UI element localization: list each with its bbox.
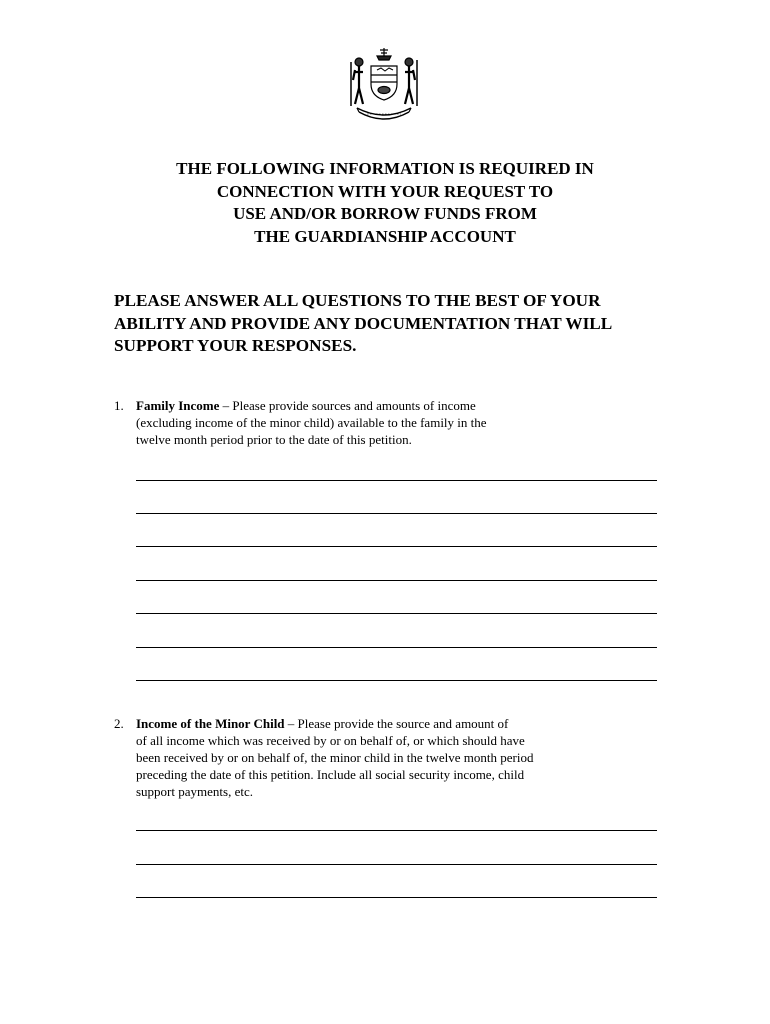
answer-line-family-income-4[interactable] xyxy=(136,580,657,581)
instructions xyxy=(114,290,674,358)
answer-line-family-income-5[interactable] xyxy=(136,613,657,614)
question-text-line: – Please provide sources and amounts of income xyxy=(219,398,476,413)
state-seal-icon xyxy=(343,44,425,126)
answer-line-family-income-6[interactable] xyxy=(136,647,657,648)
title-line: THE FOLLOWING INFORMATION IS REQUIRED IN xyxy=(176,159,594,178)
question-text-line: (excluding income of the minor child) available to the family in the xyxy=(136,415,487,430)
answer-line-family-income-1[interactable] xyxy=(136,480,657,481)
answer-line-family-income-2[interactable] xyxy=(136,513,657,514)
title-line: USE AND/OR BORROW FUNDS FROM xyxy=(233,204,537,223)
form-title xyxy=(0,158,770,248)
instruction-line: SUPPORT YOUR RESPONSES. xyxy=(114,336,357,355)
title-line: THE GUARDIANSHIP ACCOUNT xyxy=(254,226,516,246)
answer-line-minor-income-1[interactable] xyxy=(136,830,657,831)
question-text-line: – Please provide the source and amount of xyxy=(284,716,509,731)
question-text-line: been received by or on behalf of, the minor child in the twelve month period xyxy=(136,750,534,765)
question-label: Family Income xyxy=(136,398,220,413)
title-line: CONNECTION WITH YOUR REQUEST TO xyxy=(216,181,554,201)
instruction-line: PLEASE ANSWER ALL QUESTIONS TO THE BEST OF YOUR xyxy=(114,291,601,310)
question-text xyxy=(136,715,676,800)
question-label: Income of the Minor Child xyxy=(136,716,285,731)
question-text-line: twelve month period prior to the date of this petition. xyxy=(136,432,412,447)
state-seal xyxy=(343,44,425,126)
answer-line-minor-income-2[interactable] xyxy=(136,864,657,865)
answer-line-family-income-7[interactable] xyxy=(136,680,657,681)
question-text xyxy=(136,397,676,448)
answer-line-family-income-3[interactable] xyxy=(136,546,657,547)
question-number: 2. xyxy=(114,716,124,731)
question-number: 1. xyxy=(114,398,124,413)
question-text-line: support payments, etc. xyxy=(136,784,253,799)
instruction-line: ABILITY AND PROVIDE ANY DOCUMENTATION THAT WILL xyxy=(114,313,613,333)
answer-line-minor-income-3[interactable] xyxy=(136,897,657,898)
question-text-line: of all income which was received by or on behalf of, or which should have xyxy=(136,733,525,748)
question-text-line: preceding the date of this petition. Include all social security income, child xyxy=(136,767,525,782)
